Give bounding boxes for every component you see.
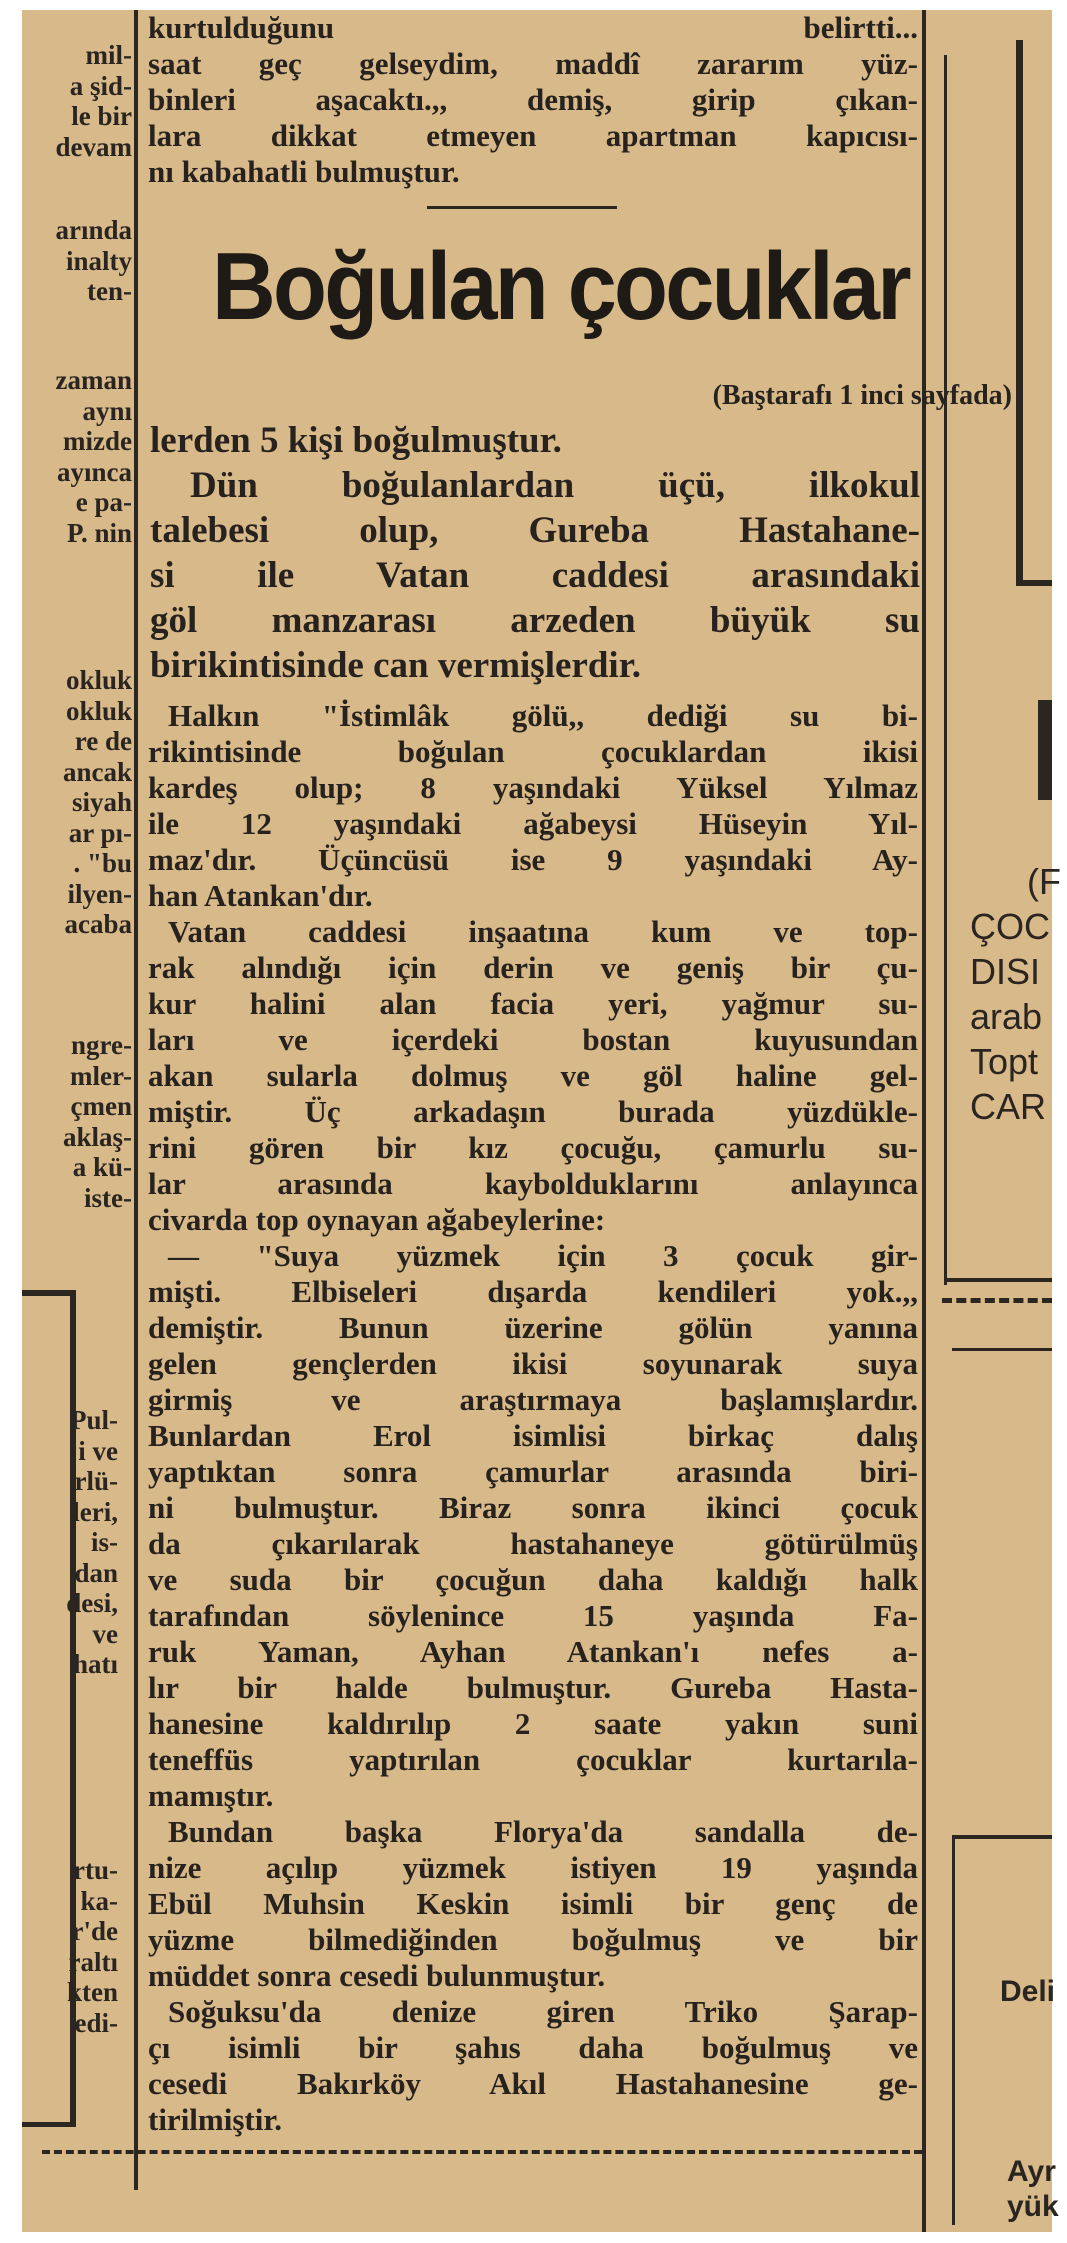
left-fragment: mil- — [85, 40, 132, 70]
left-fragment: leri, — [72, 1496, 118, 1527]
column-rule-right — [922, 10, 926, 2232]
left-fragment: çmen — [70, 1091, 132, 1121]
text-line: teneffüs yaptırılan çocuklar kurtarıla- — [148, 1742, 918, 1777]
right-fragment: yük — [1007, 2190, 1059, 2223]
text-line: rini gören bir kız çocuğu, çamurlu su- — [148, 1130, 918, 1165]
left-fragment: re de — [74, 726, 132, 756]
continued-from-note: (Baştarafı 1 inci sayfada) — [712, 380, 1012, 411]
text-line: kardeş olup; 8 yaşındaki Yüksel Yılmaz — [148, 770, 918, 805]
left-fragment: edi- — [74, 2007, 118, 2038]
left-fragments-6 — [22, 1405, 118, 1680]
left-fragment: a kü- — [72, 1152, 132, 1182]
text-line: tarafından söylenince 15 yaşında Fa- — [148, 1598, 918, 1633]
text-line: Halkın "İstimlâk gölü,, dediği su bi- — [168, 698, 918, 733]
left-fragment: e pa- — [75, 487, 132, 517]
left-fragments-7 — [22, 1855, 118, 2038]
text-line: yaptıktan sonra çamurlar arasında biri- — [148, 1454, 918, 1489]
left-fragment: hatı — [72, 1649, 118, 1679]
left-fragment: desi, — [66, 1588, 118, 1618]
text-line: Bundan başka Florya'da sandalla de- — [168, 1814, 918, 1849]
text-line: — "Suya yüzmek için 3 çocuk gir- — [168, 1238, 918, 1273]
article-lead — [150, 418, 920, 688]
left-fragment: mizde — [63, 426, 132, 456]
text-line: Ebül Muhsin Keskin isimli bir genç de — [148, 1886, 918, 1921]
box-bottom-left-column — [22, 2122, 76, 2127]
left-fragment: dan — [74, 1557, 118, 1588]
text-line: da çıkarılarak hastahaneye götürülmüş — [148, 1526, 918, 1561]
left-fragments-2 — [22, 215, 132, 307]
text-line: müddet sonra cesedi bulunmuştur. — [148, 1958, 606, 1993]
text-line: han Atankan'dır. — [148, 878, 373, 913]
right-fragment: ÇOC — [970, 906, 1050, 947]
left-fragments-4 — [22, 665, 132, 940]
headline: Boğulan çocuklar — [212, 233, 909, 340]
left-fragment: a şid- — [69, 70, 132, 101]
text-line: gelen gençlerden ikisi soyunarak suya — [148, 1346, 918, 1381]
text-line: ları ve içerdeki bostan kuyusundan — [148, 1022, 918, 1057]
text-line: kurtulduğunu belirtti... — [148, 10, 918, 45]
text-line: Bunlardan Erol isimlisi birkaç dalış — [148, 1418, 918, 1453]
right-mark — [1038, 700, 1052, 800]
left-fragment: is- — [91, 1527, 118, 1557]
left-fragment: r'de — [71, 1916, 118, 1946]
text-line: hanesine kaldırılıp 2 saate yakın suni — [148, 1706, 918, 1741]
left-fragments-1 — [22, 40, 132, 162]
text-line: si ile Vatan caddesi arasındaki — [150, 555, 920, 596]
right-fragment: Topt — [970, 1041, 1039, 1082]
text-line: mamıştır. — [148, 1778, 274, 1813]
right-fragment: CAR — [970, 1086, 1047, 1127]
text-line: lara dikkat etmeyen apartman kapıcısı- — [148, 118, 918, 153]
text-line: rikintisinde boğulan çocuklardan ikisi — [148, 734, 918, 769]
left-fragment: ar pı- — [68, 817, 132, 848]
box-top-left-column — [22, 1290, 76, 1296]
text-line: talebesi olup, Gureba Hastahane- — [150, 510, 920, 551]
text-line: tirilmiştir. — [148, 2102, 283, 2137]
text-line: yüzme bilmediğinden boğulmuş ve bir — [148, 1922, 918, 1957]
right-lower-box-border — [944, 55, 947, 1285]
left-fragment: raltı — [68, 1946, 118, 1977]
text-line: göl manzarası arzeden büyük su — [150, 600, 920, 641]
right-fragment: Deli — [1000, 1975, 1056, 2008]
article-end-dashed-rule — [42, 2150, 922, 2154]
left-fragment: kten — [66, 1977, 118, 2007]
text-line: ve suda bir çocuğun daha kaldığı halk — [148, 1562, 918, 1597]
text-line: demiştir. Bunun üzerine gölün yanına — [148, 1310, 918, 1345]
left-fragment: le bir — [71, 101, 132, 131]
right-box-border — [1016, 40, 1023, 585]
right-fragment: Ayr — [1007, 2155, 1056, 2188]
left-fragments-5 — [22, 1030, 132, 1213]
text-line: saat geç gelseydim, maddî zararım yüz- — [148, 46, 918, 81]
left-fragment: mler- — [70, 1060, 132, 1091]
right-separator-2 — [952, 1835, 1052, 1839]
text-line: ni bulmuştur. Biraz sonra ikinci çocuk — [148, 1490, 918, 1525]
left-fragment: rlü- — [74, 1466, 118, 1496]
text-line: ile 12 yaşındaki ağabeysi Hüseyin Yıl- — [148, 806, 918, 841]
text-line: Dün boğulanlardan üçü, ilkokul — [190, 465, 920, 506]
text-line: nı kabahatli bulmuştur. — [148, 154, 460, 189]
left-fragment: okluk — [65, 695, 132, 726]
text-line: maz'dır. Üçüncüsü ise 9 yaşındaki Ay- — [148, 842, 918, 877]
column-rule-left — [134, 10, 138, 2190]
left-fragment: ayınca — [56, 456, 132, 487]
left-fragment: siyah — [71, 787, 132, 817]
left-fragment: aklaş- — [62, 1121, 132, 1152]
text-line: lerden 5 kişi boğulmuştur. — [150, 420, 562, 461]
text-line: mişti. Elbiseleri dışarda kendileri yok.,, — [148, 1274, 918, 1309]
newspaper-clipping — [22, 10, 1061, 2232]
right-separator-1 — [952, 1348, 1052, 1351]
right-fragment: DISI — [970, 951, 1041, 992]
left-fragments-3 — [22, 365, 132, 548]
text-line: birikintisinde can vermişlerdir. — [150, 645, 641, 686]
left-fragment: iste- — [84, 1182, 132, 1213]
text-line: Vatan caddesi inşaatına kum ve top- — [168, 914, 918, 949]
left-fragment: . "bu — [73, 848, 132, 878]
right-box-bottom — [1016, 580, 1052, 586]
text-line: ruk Yaman, Ayhan Atankan'ı nefes a- — [148, 1634, 918, 1669]
article-body — [148, 698, 918, 2138]
text-line: lar arasında kaybolduklarını anlayınca — [148, 1166, 918, 1201]
text-line: çı isimli bir şahıs daha boğulmuş ve — [148, 2030, 918, 2065]
right-lower-box-rule — [944, 1278, 1052, 1282]
left-fragment: ten- — [87, 276, 132, 306]
text-line: nize açılıp yüzmek istiyen 19 yaşında — [148, 1850, 918, 1885]
left-fragment: devam — [55, 131, 132, 162]
right-fragment: (F — [1027, 861, 1061, 902]
text-line: miştir. Üç arkadaşın burada yüzdükle- — [148, 1094, 918, 1129]
text-line: cesedi Bakırköy Akıl Hastahanesine ge- — [148, 2066, 918, 2101]
left-fragment: aynı — [82, 395, 132, 426]
text-line: lır bir halde bulmuştur. Gureba Hasta- — [148, 1670, 918, 1705]
left-fragment: Pul- — [69, 1405, 118, 1435]
article-top-text — [148, 10, 918, 190]
left-fragment: inalty — [65, 245, 132, 276]
left-fragment: ka- — [80, 1885, 118, 1916]
section-divider — [427, 206, 617, 209]
left-fragment: i ve — [78, 1435, 118, 1466]
left-fragment: zaman — [55, 365, 132, 395]
right-fragment: arab — [970, 996, 1043, 1037]
text-line: rak alındığı için derin ve geniş bir çu- — [148, 950, 918, 985]
left-fragment: acaba — [64, 909, 132, 939]
left-fragment: ilyen- — [67, 878, 132, 909]
text-line: civarda top oynayan ağabeylerine: — [148, 1202, 606, 1237]
text-line: akan sularla dolmuş ve göl haline gel- — [148, 1058, 918, 1093]
text-line: Soğuksu'da denize giren Triko Şarap- — [168, 1994, 918, 2029]
left-fragment: okluk — [65, 665, 132, 695]
left-fragment: rtu- — [73, 1855, 118, 1885]
text-line: kur halini alan facia yeri, yağmur su- — [148, 986, 918, 1021]
text-line: binleri aşacaktı.,, demiş, girip çıkan- — [148, 82, 918, 117]
left-fragment: arında — [55, 215, 132, 245]
left-fragment: ve — [92, 1618, 118, 1649]
left-fragment: ancak — [62, 756, 132, 787]
left-fragment: P. nin — [66, 517, 132, 548]
left-fragment: ngre- — [71, 1030, 132, 1060]
text-line: girmiş ve araştırmaya başlamışlardır. — [148, 1382, 918, 1417]
right-inner-box-border — [952, 1835, 955, 2225]
right-dashed-rule — [942, 1298, 1052, 1303]
